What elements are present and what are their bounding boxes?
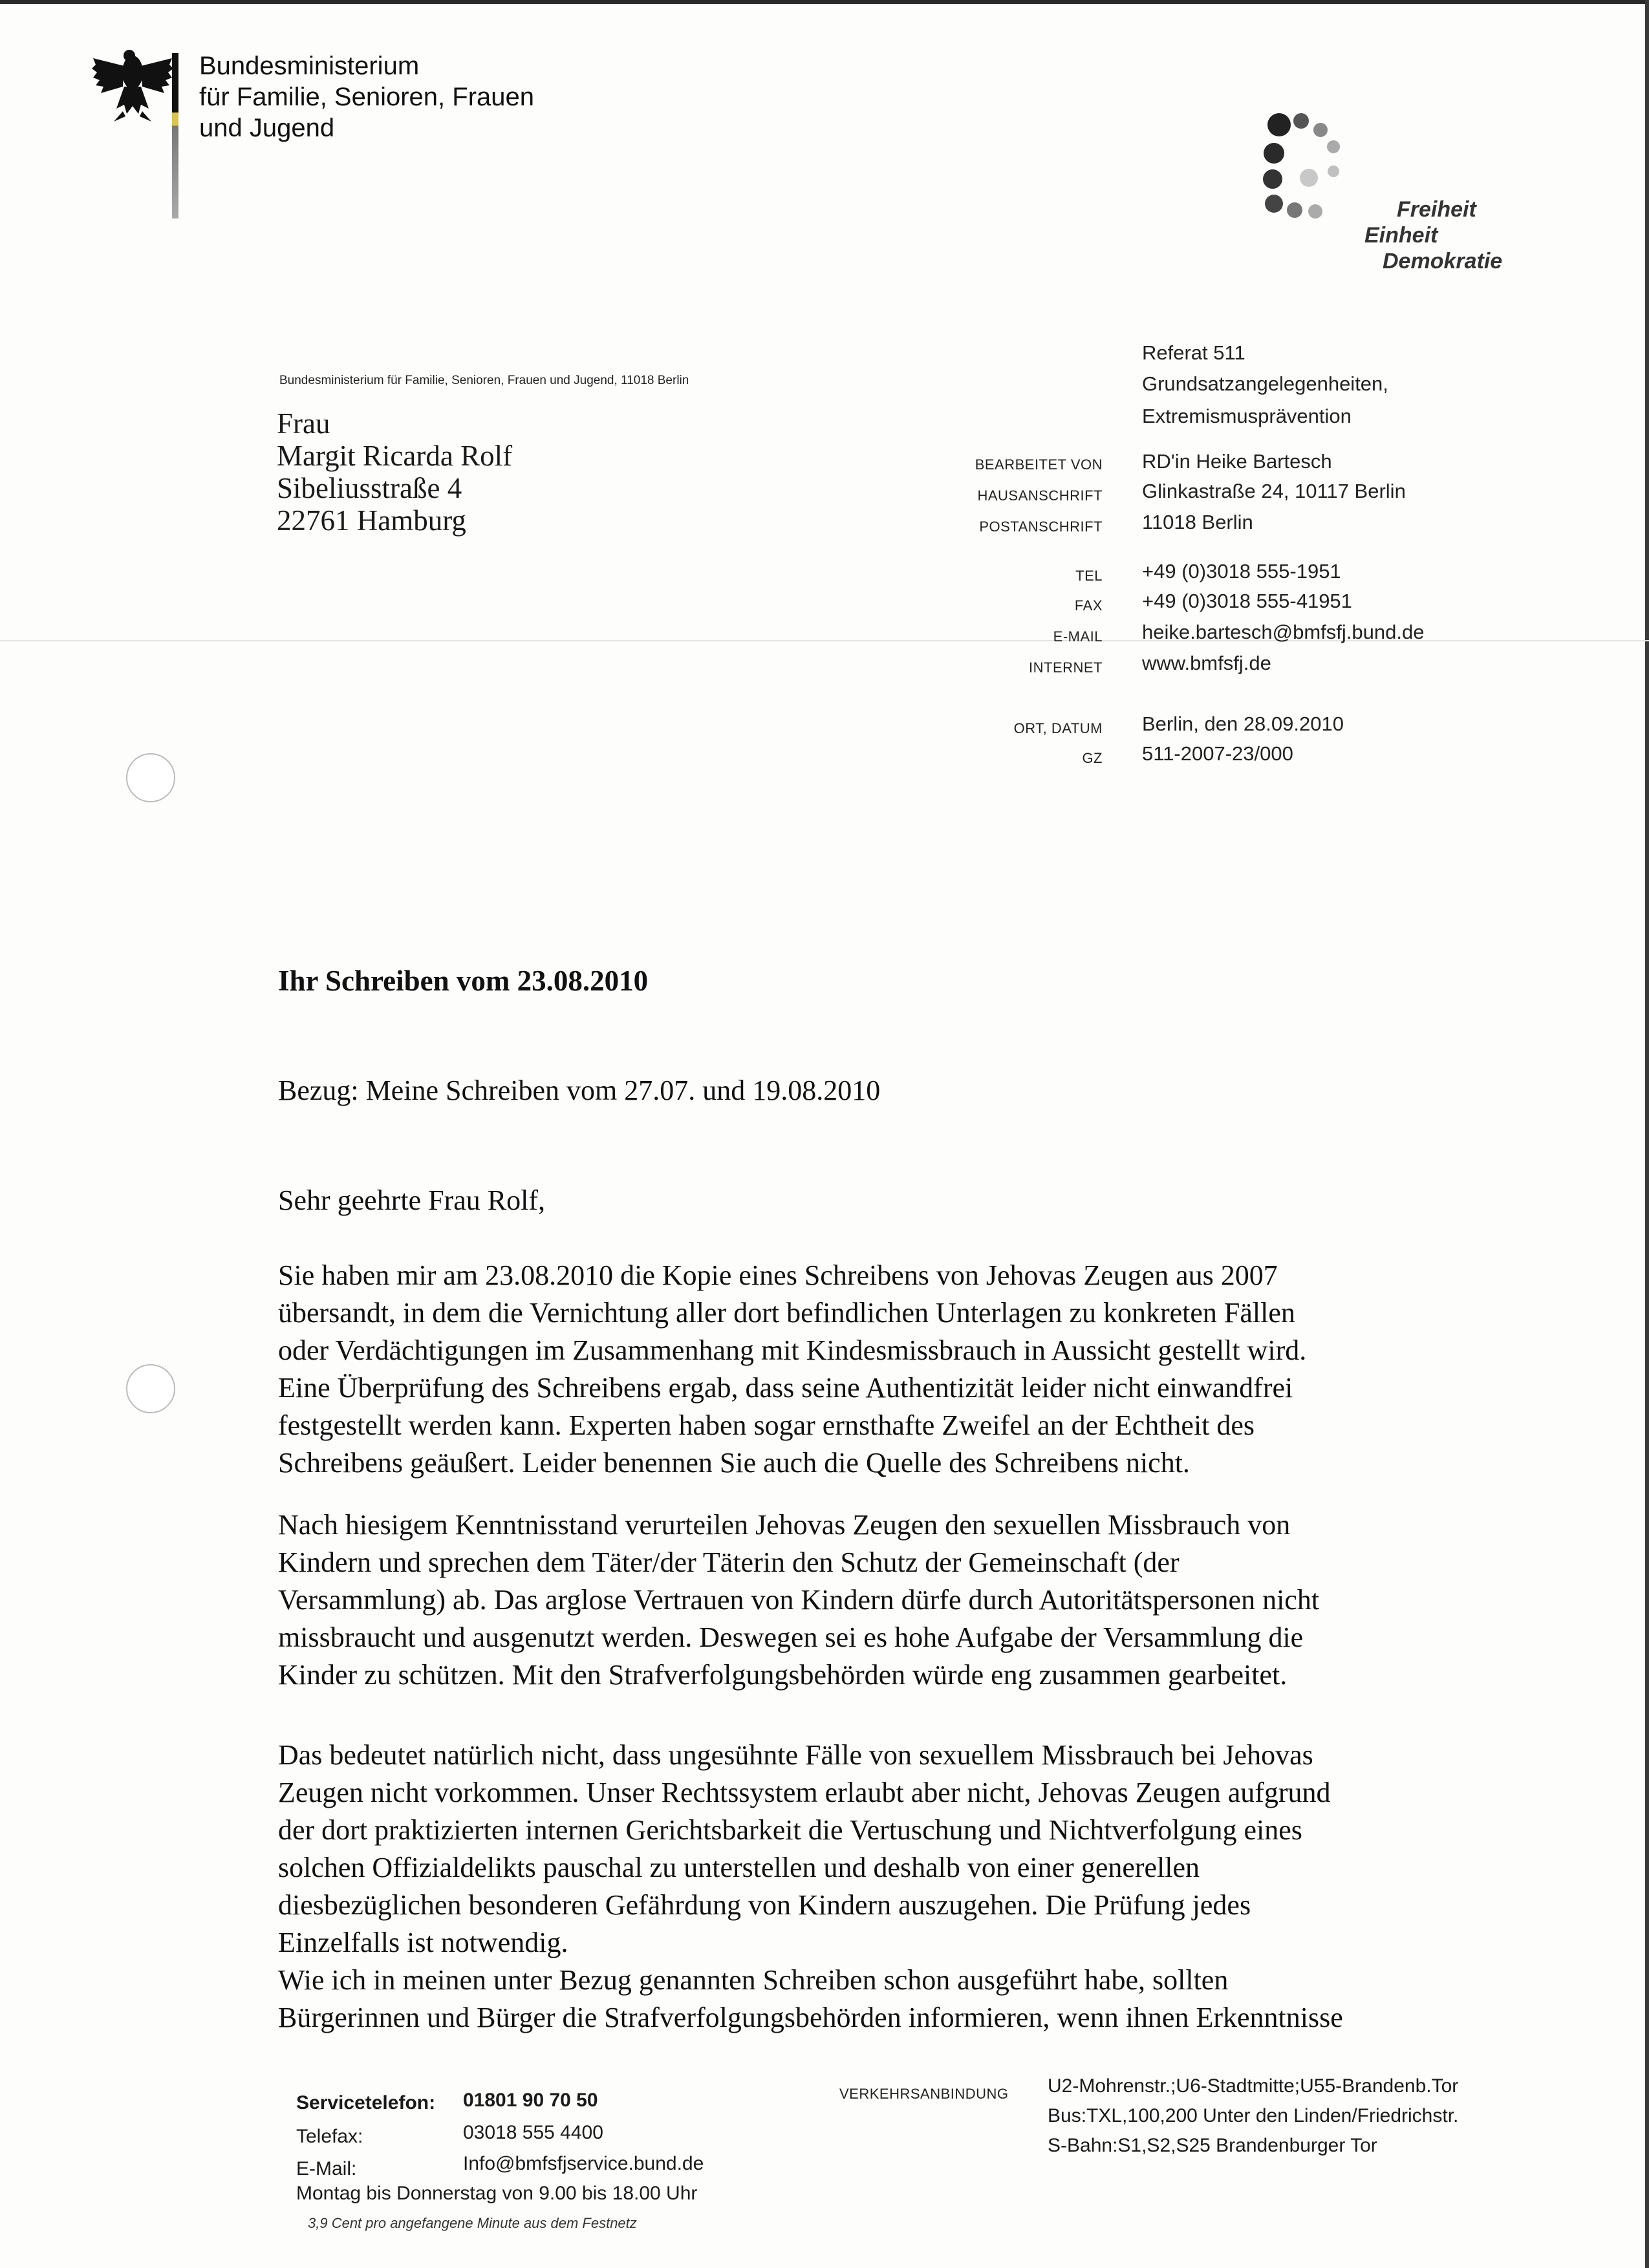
ministry-name-line-2: für Familie, Senioren, Frauen [199, 83, 535, 111]
fax-value: +49 (0)3018 555-41951 [1142, 590, 1352, 612]
gz-label: GZ [1082, 750, 1103, 766]
department-line-2: Grundsatzangelegenheiten, [1142, 372, 1388, 395]
recipient-line-2: Margit Ricarda Rolf [277, 440, 513, 472]
telefax-value: 03018 555 4400 [463, 2122, 603, 2143]
reference-line: Bezug: Meine Schreiben vom 27.07. und 19.08.2010 [278, 1075, 881, 1106]
subject-line: Ihr Schreiben vom 23.08.2010 [278, 965, 649, 997]
dot-circle-logo-icon [1261, 107, 1410, 236]
paragraph-line: Kinder zu schützen. Mit den Strafverfolgungsbehörden würde eng zusammen gearbeitet. [278, 1659, 1288, 1691]
verkehr-label: VERKEHRSANBINDUNG [839, 2086, 1009, 2102]
paragraph-line: solchen Offizialdelikts pauschal zu unterstellen und deshalb von einer generellen [278, 1852, 1200, 1883]
paragraph-2 [278, 1506, 1494, 1694]
recipient-line-1: Frau [277, 407, 330, 440]
paragraph-line: Bürgerinnen und Bürger die Strafverfolgungsbehörden informieren, wenn ihnen Erkenntnisse [278, 2002, 1343, 2033]
paragraph-line: Das bedeutet natürlich nicht, dass ungesühnte Fälle von sexuellem Missbrauch bei Jehovas [278, 1739, 1313, 1771]
paragraph-line: missbraucht und ausgenutzt werden. Deswegen sei es hohe Aufgabe der Versammlung die [278, 1621, 1304, 1653]
gz-value: 511-2007-23/000 [1142, 742, 1293, 765]
header-color-bar [172, 53, 178, 219]
ministry-name-line-1: Bundesministerium [199, 52, 420, 80]
paragraph-line: oder Verdächtigungen im Zusammenhang mit Kindesmissbrauch in Aussicht gestellt wird. [278, 1334, 1307, 1366]
logo-word-demokratie: Demokratie [1383, 249, 1503, 273]
email-label: E-MAIL [1053, 628, 1103, 645]
transit-line-2: Bus:TXL,100,200 Unter den Linden/Friedrichstr. [1048, 2105, 1459, 2126]
scan-edge-right [1645, 0, 1649, 2268]
sender-return-address: Bundesministerium für Familie, Senioren, Frauen und Jugend, 11018 Berlin [279, 374, 689, 387]
recipient-line-4: 22761 Hamburg [277, 504, 466, 537]
transit-line-1: U2-Mohrenstr.;U6-Stadtmitte;U55-Brandenb.Tor [1048, 2075, 1459, 2097]
bearbeitet-label: BEARBEITET VON [975, 456, 1103, 473]
postanschrift-label: POSTANSCHRIFT [979, 519, 1103, 535]
paragraph-line: der dort praktizierten internen Gerichtsbarkeit die Vertuschung und Nichtverfolgung eines [278, 1814, 1302, 1846]
paragraph-3 [278, 1737, 1494, 1962]
internet-value: www.bmfsfj.de [1142, 652, 1271, 674]
footer-email-label: E-Mail: [296, 2158, 357, 2179]
telefax-label: Telefax: [296, 2126, 363, 2147]
salutation: Sehr geehrte Frau Rolf, [278, 1184, 545, 1216]
paragraph-line: übersandt, in dem die Vernichtung aller dort befindlichen Unterlagen zu konkreten Fällen [278, 1297, 1295, 1329]
postanschrift-value: 11018 Berlin [1142, 511, 1253, 533]
paragraph-line: diesbezüglichen besonderen Gefährdung von Kindern auszugehen. Die Prüfung jedes [278, 1889, 1251, 1921]
paragraph-line: festgestellt werden kann. Experten haben sogar ernsthafte Zweifel an der Echtheit des [278, 1409, 1255, 1441]
tel-value: +49 (0)3018 555-1951 [1142, 560, 1341, 583]
department-line-3: Extremismusprävention [1142, 405, 1352, 427]
logo-word-einheit: Einheit [1364, 223, 1438, 248]
paragraph-line: Nach hiesigem Kenntnisstand verurteilen Jehovas Zeugen den sexuellen Missbrauch von [278, 1509, 1291, 1541]
internet-label: INTERNET [1029, 659, 1103, 676]
email-value: heike.bartesch@bmfsfj.bund.de [1142, 621, 1425, 643]
paragraph-line: Einzelfalls ist notwendig. [278, 1927, 568, 1958]
fax-label: FAX [1074, 597, 1103, 614]
recipient-line-3: Sibeliusstraße 4 [277, 472, 462, 504]
hausanschrift-label: HAUSANSCHRIFT [977, 487, 1103, 504]
department-line-1: Referat 511 [1142, 341, 1245, 364]
paragraph-line: Kindern und sprechen dem Täter/der Täterin den Schutz der Gemeinschaft (der [278, 1546, 1180, 1578]
tel-label: TEL [1075, 568, 1103, 584]
cost-note: 3,9 Cent pro angefangene Minute aus dem Festnetz [308, 2215, 637, 2231]
paragraph-line: Sie haben mir am 23.08.2010 die Kopie eines Schreibens von Jehovas Zeugen aus 2007 [278, 1259, 1278, 1291]
paragraph-line: Schreibens geäußert. Leider benennen Sie auch die Quelle des Schreibens nicht. [278, 1447, 1190, 1479]
transit-line-3: S-Bahn:S1,S2,S25 Brandenburger Tor [1048, 2135, 1377, 2156]
federal-eagle-icon [91, 47, 175, 123]
bearbeitet-value: RD'in Heike Bartesch [1142, 450, 1332, 473]
punch-hole [126, 1364, 175, 1413]
paragraph-line: Zeugen nicht vorkommen. Unser Rechtssystem erlaubt aber nicht, Jehovas Zeugen aufgrund [278, 1777, 1331, 1808]
paragraph-1 [278, 1257, 1494, 1482]
scan-edge-top [0, 0, 1649, 4]
paragraph-4 [278, 1962, 1494, 2037]
service-phone-value: 01801 90 70 50 [463, 2090, 598, 2111]
punch-hole [126, 753, 175, 802]
paragraph-line: Versammlung) ab. Das arglose Vertrauen von Kindern dürfe durch Autoritätspersonen nicht [278, 1584, 1320, 1616]
ministry-name-line-3: und Jugend [199, 114, 335, 142]
paragraph-line: Eine Überprüfung des Schreibens ergab, dass seine Authentizität leider nicht einwandfrei [278, 1372, 1293, 1404]
footer-email-value: Info@bmfsfjservice.bund.de [463, 2153, 704, 2174]
hausanschrift-value: Glinkastraße 24, 10117 Berlin [1142, 480, 1406, 502]
ort-datum-value: Berlin, den 28.09.2010 [1142, 712, 1344, 735]
service-phone-label: Servicetelefon: [296, 2092, 436, 2113]
service-hours: Montag bis Donnerstag von 9.00 bis 18.00 Uhr [296, 2183, 698, 2204]
paragraph-line: Wie ich in meinen unter Bezug genannten Schreiben schon ausgeführt habe, sollten [278, 1964, 1229, 1996]
ort-datum-label: ORT, DATUM [1013, 720, 1103, 736]
logo-word-freiheit: Freiheit [1397, 197, 1476, 222]
